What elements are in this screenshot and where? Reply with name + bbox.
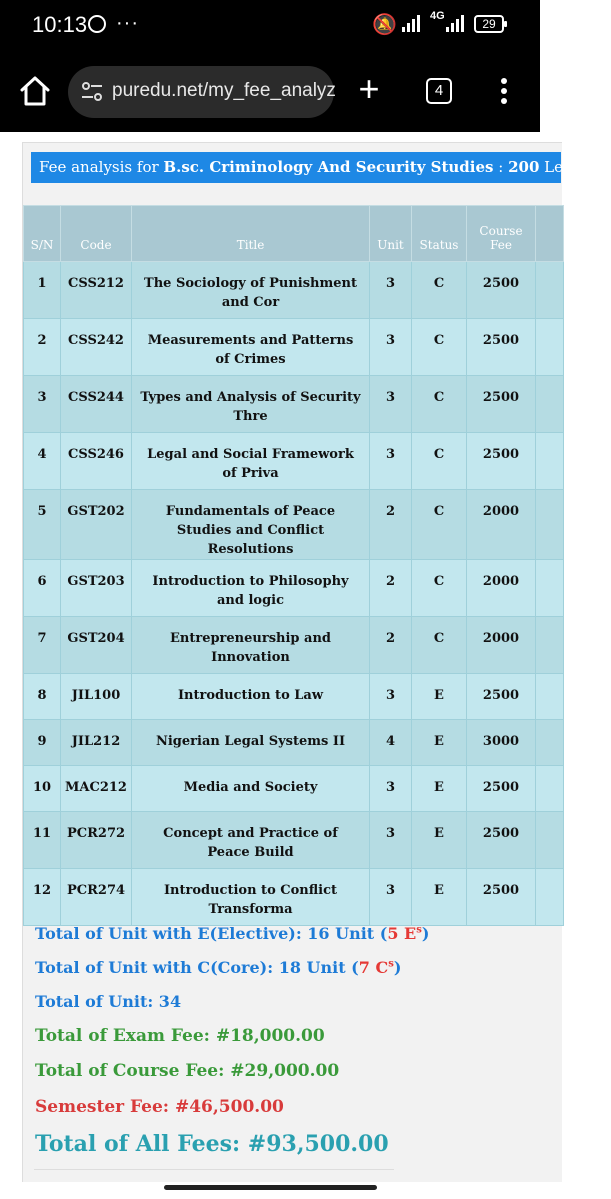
banner-level-number: 200 [508,158,540,176]
banner-programme: B.sc. Criminology And Security Studies [163,158,494,176]
header-status: Status [412,206,467,262]
fee-table [23,205,564,926]
table-row [24,262,564,319]
elective-count: 5 E [387,924,417,943]
core-count: 7 C [358,958,389,977]
row-extra [536,490,564,560]
banner-separator: : [493,158,509,176]
row-title: Media and Society [132,766,370,812]
all-fees-summary: Total of All Fees: #93,500.00 [35,1131,389,1157]
core-close: ) [393,958,402,977]
header-course-fee [467,206,536,262]
row-extra [536,262,564,319]
row-title: Nigerian Legal Systems II [132,720,370,766]
row-sn: 6 [24,560,61,617]
url-text[interactable]: puredu.net/my_fee_analyz [112,80,336,101]
row-unit: 3 [370,766,412,812]
row-sn: 2 [24,319,61,376]
browser-toolbar [0,50,540,132]
row-status: C [412,490,467,560]
network-type: 4G [430,10,445,22]
more-notifications-icon: ··· [116,12,139,34]
status-bar [0,0,540,50]
row-extra [536,869,564,926]
row-sn: 12 [24,869,61,926]
address-bar[interactable] [68,66,334,118]
row-fee: 2500 [467,262,536,319]
core-units-text: Total of Unit with C(Core): 18 Unit ( [35,958,359,977]
row-status: E [412,869,467,926]
row-fee: 2500 [467,433,536,490]
row-unit: 3 [370,376,412,433]
row-status: E [412,720,467,766]
row-fee: 2500 [467,674,536,720]
row-extra [536,766,564,812]
header-course-fee-line1: Course [479,224,523,238]
row-title: Concept and Practice of Peace Build [132,812,370,869]
clock: 10:13 [32,12,88,37]
row-sn: 7 [24,617,61,674]
header-unit: Unit [370,206,412,262]
cell-signal-icon [446,14,468,32]
elective-units-summary [35,924,429,943]
row-extra [536,319,564,376]
row-unit: 3 [370,433,412,490]
row-unit: 4 [370,720,412,766]
fee-table-body [24,262,564,926]
row-sn: 5 [24,490,61,560]
row-status: C [412,376,467,433]
row-unit: 3 [370,812,412,869]
row-code: GST203 [61,560,132,617]
row-fee: 2500 [467,766,536,812]
row-title: Fundamentals of Peace Studies and Conflict Resolutions [132,490,370,560]
table-row [24,560,564,617]
semester-fee-summary: Semester Fee: #46,500.00 [35,1097,284,1117]
row-code: JIL212 [61,720,132,766]
elective-close: ) [421,924,430,943]
row-fee: 2500 [467,376,536,433]
row-sn: 8 [24,674,61,720]
mute-icon: 🔕 [372,14,397,36]
wifi-signal-icon [402,14,424,32]
row-code: PCR272 [61,812,132,869]
row-sn: 11 [24,812,61,869]
course-fee-summary: Total of Course Fee: #29,000.00 [35,1061,340,1081]
header-sn: S/N [24,206,61,262]
row-status: E [412,812,467,869]
table-row [24,319,564,376]
row-sn: 10 [24,766,61,812]
row-title: Types and Analysis of Security Thre [132,376,370,433]
table-row [24,869,564,926]
row-extra [536,720,564,766]
page-content [0,132,611,1199]
table-row [24,720,564,766]
row-unit: 2 [370,617,412,674]
row-title: Introduction to Philosophy and logic [132,560,370,617]
row-title: Introduction to Conflict Transforma [132,869,370,926]
more-menu-icon[interactable] [498,78,510,106]
table-row [24,766,564,812]
banner-level-text: Level ( S [539,158,611,176]
table-row [24,674,564,720]
battery-icon: 29 [474,15,504,33]
row-code: CSS242 [61,319,132,376]
row-status: C [412,262,467,319]
table-header-row [24,206,564,262]
row-status: C [412,617,467,674]
whatsapp-icon [88,15,106,33]
row-extra [536,376,564,433]
header-title: Title [132,206,370,262]
core-count-sup: s [388,958,394,970]
row-fee: 3000 [467,720,536,766]
divider [34,1169,394,1170]
row-status: E [412,674,467,720]
gesture-navigation-bar[interactable] [164,1185,377,1190]
elective-count-sup: s [416,924,422,936]
row-unit: 3 [370,319,412,376]
row-extra [536,617,564,674]
row-title: The Sociology of Punishment and Cor [132,262,370,319]
row-code: MAC212 [61,766,132,812]
row-sn: 1 [24,262,61,319]
row-extra [536,433,564,490]
fee-analysis-panel [22,142,611,1182]
row-fee: 2000 [467,490,536,560]
table-row [24,812,564,869]
site-settings-icon[interactable] [80,81,104,103]
table-row [24,376,564,433]
row-unit: 2 [370,560,412,617]
row-fee: 2000 [467,560,536,617]
row-extra [536,674,564,720]
row-extra [536,812,564,869]
fee-analysis-banner [31,152,611,183]
row-fee: 2500 [467,812,536,869]
table-row [24,617,564,674]
row-title: Measurements and Patterns of Crimes [132,319,370,376]
home-icon[interactable] [18,74,52,108]
row-code: CSS244 [61,376,132,433]
row-fee: 2500 [467,319,536,376]
elective-units-text: Total of Unit with E(Elective): 16 Unit ( [35,924,388,943]
table-row [24,490,564,560]
row-code: CSS212 [61,262,132,319]
header-extra [536,206,564,262]
row-code: CSS246 [61,433,132,490]
row-unit: 3 [370,869,412,926]
table-row [24,433,564,490]
row-code: GST202 [61,490,132,560]
banner-prefix: Fee analysis for [39,158,164,176]
row-status: C [412,433,467,490]
row-unit: 3 [370,674,412,720]
row-code: JIL100 [61,674,132,720]
row-unit: 2 [370,490,412,560]
new-tab-button[interactable]: + [358,68,380,109]
header-code: Code [61,206,132,262]
row-sn: 3 [24,376,61,433]
row-unit: 3 [370,262,412,319]
row-status: C [412,560,467,617]
row-code: PCR274 [61,869,132,926]
row-fee: 2000 [467,617,536,674]
row-title: Legal and Social Framework of Priva [132,433,370,490]
row-code: GST204 [61,617,132,674]
header-course-fee-line2: Fee [490,238,512,252]
row-sn: 9 [24,720,61,766]
row-sn: 4 [24,433,61,490]
row-title: Introduction to Law [132,674,370,720]
row-extra [536,560,564,617]
exam-fee-summary: Total of Exam Fee: #18,000.00 [35,1026,325,1046]
row-fee: 2500 [467,869,536,926]
tab-switcher-button[interactable]: 4 [426,78,452,104]
row-status: E [412,766,467,812]
row-status: C [412,319,467,376]
total-units-summary: Total of Unit: 34 [35,992,182,1011]
row-title: Entrepreneurship and Innovation [132,617,370,674]
core-units-summary [35,958,401,977]
